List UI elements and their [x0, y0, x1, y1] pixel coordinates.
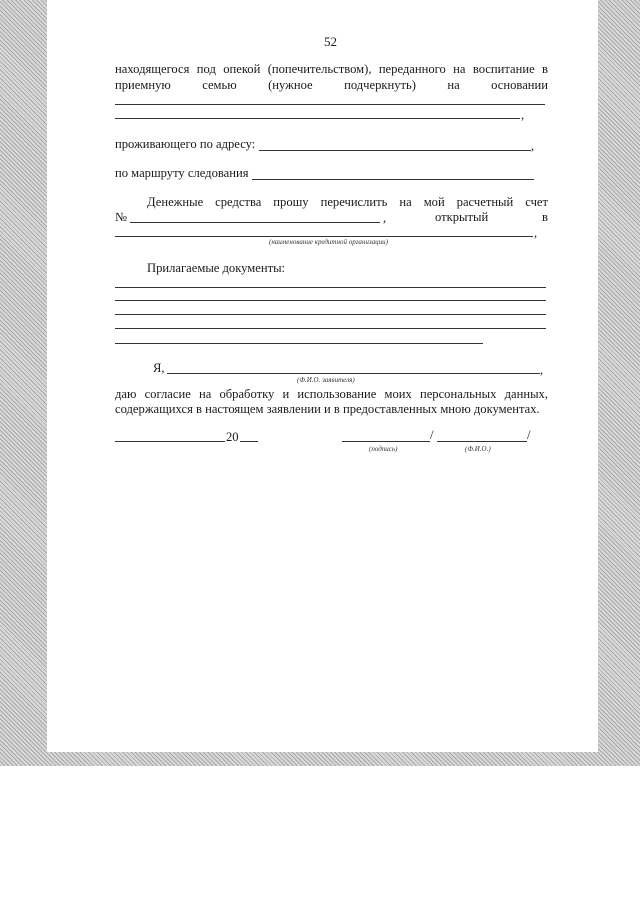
- document-page: [47, 0, 598, 752]
- account-comma: ,: [383, 211, 387, 225]
- address-line[interactable]: [259, 150, 531, 151]
- guardianship-text-line1: находящегося под опекой (попечительством), переданного на воспитание в: [115, 62, 548, 76]
- route-label: по маршруту следования: [115, 166, 249, 180]
- opened-in-text: открытый в: [435, 210, 548, 224]
- bank-name-line[interactable]: [115, 236, 533, 237]
- basis-comma: ,: [521, 108, 525, 122]
- scan-frame-left: [0, 0, 47, 766]
- signature-slash-2: /: [527, 428, 531, 442]
- bank-name-comma: ,: [534, 226, 538, 240]
- signature-slash-1: /: [430, 428, 434, 442]
- full-name-caption: (Ф.И.О.): [465, 445, 491, 453]
- address-label: проживающего по адресу:: [115, 137, 256, 151]
- foster-family-text-line2: приемную семью (нужное подчеркнуть) на основании: [115, 78, 548, 92]
- route-line[interactable]: [252, 179, 534, 180]
- documents-line-5[interactable]: [115, 343, 483, 344]
- signature-caption: (подпись): [369, 445, 398, 453]
- consent-prefix: Я,: [153, 361, 165, 375]
- applicant-name-comma: ,: [540, 363, 544, 377]
- documents-line-3[interactable]: [115, 314, 546, 315]
- consent-text-line2: содержащихся в настоящем заявлении и в предоставленных мною документах.: [115, 402, 540, 416]
- bank-name-caption: (наименование кредитной организации): [269, 238, 388, 246]
- address-comma: ,: [531, 139, 535, 153]
- bank-transfer-text: Денежные средства прошу перечислить на мой расчетный счет: [147, 195, 548, 209]
- basis-line-2[interactable]: [115, 118, 520, 119]
- applicant-name-line[interactable]: [167, 373, 540, 374]
- scan-frame-bottom: [0, 752, 640, 766]
- applicant-name-caption: (Ф.И.О. заявителя): [297, 376, 355, 384]
- page-number: 52: [324, 34, 337, 49]
- documents-line-2[interactable]: [115, 300, 546, 301]
- documents-line-1[interactable]: [115, 287, 546, 288]
- consent-text-line1: даю согласие на обработку и использование моих персональных данных,: [115, 387, 548, 401]
- documents-line-4[interactable]: [115, 328, 546, 329]
- attached-documents-label: Прилагаемые документы:: [147, 261, 286, 275]
- scan-frame-right: [598, 0, 640, 766]
- basis-line-1[interactable]: [115, 104, 545, 105]
- full-name-line[interactable]: [437, 441, 527, 442]
- number-sign: №: [115, 210, 128, 224]
- year-line[interactable]: [240, 441, 258, 442]
- account-number-line[interactable]: [130, 222, 380, 223]
- signature-line[interactable]: [342, 441, 430, 442]
- year-prefix: 20: [226, 430, 239, 444]
- date-line[interactable]: [115, 441, 225, 442]
